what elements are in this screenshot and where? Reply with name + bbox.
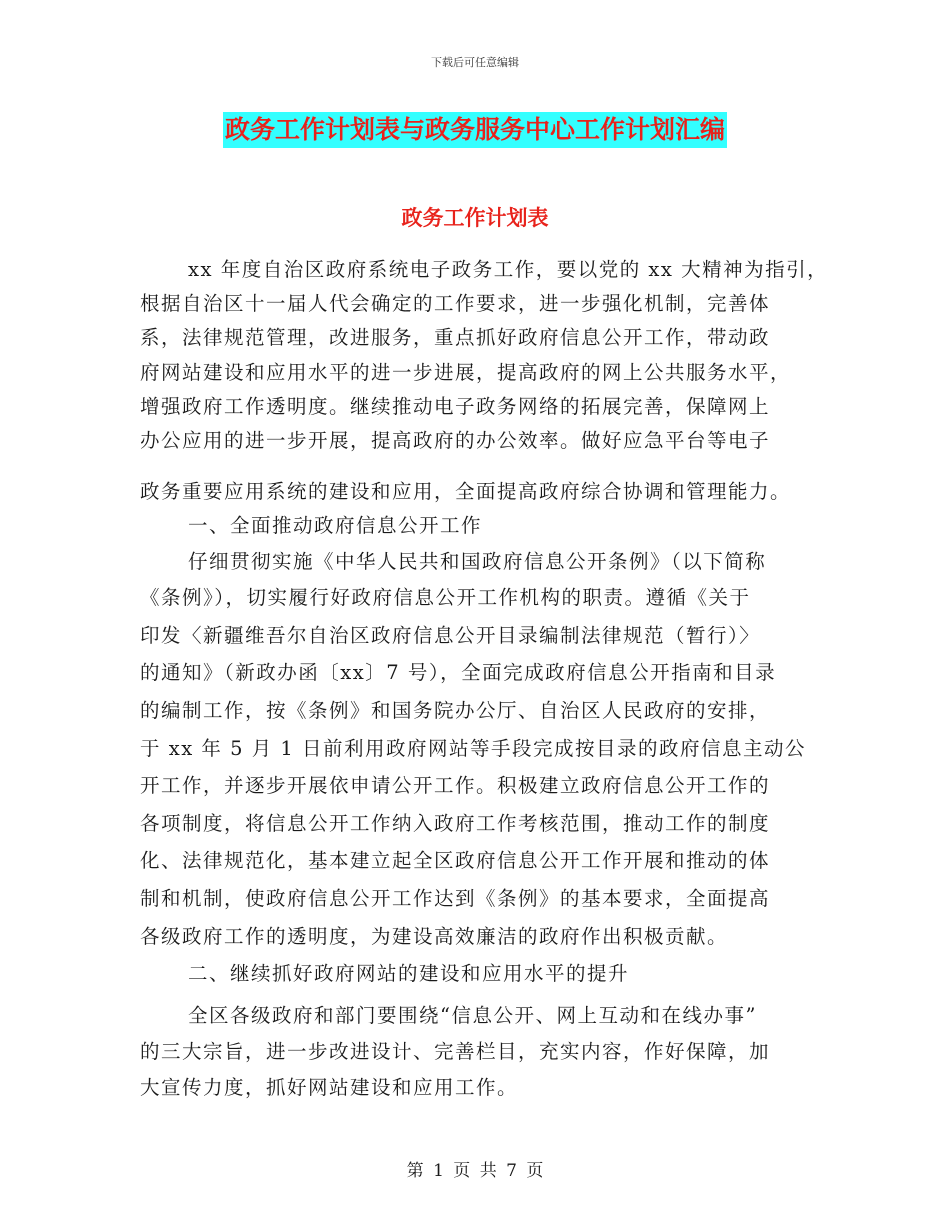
- paragraph-line: 于 xx 年 5 月 1 日前利用政府网站等手段完成按目录的政府信息主动公: [140, 737, 806, 760]
- paragraph-line: 开工作，并逐步开展依申请公开工作。积极建立政府信息公开工作的: [140, 774, 771, 797]
- paragraph-line: 大宣传力度，抓好网站建设和应用工作。: [140, 1076, 519, 1099]
- paragraph-line: 政务重要应用系统的建设和应用，全面提高政府综合协调和管理能力。: [140, 480, 792, 503]
- document-title-text: 政务工作计划表与政务服务中心工作计划汇编: [223, 112, 727, 148]
- paragraph-line: 全区各级政府和部门要围绕“信息公开、网上互动和在线办事”: [188, 1004, 757, 1027]
- paragraph-line: 《条例》），切实履行好政府信息公开工作机构的职责。遵循《关于: [140, 586, 751, 609]
- document-title: [0, 112, 950, 148]
- paragraph-line: xx 年度自治区政府系统电子政务工作，要以党的 xx 大精神为指引，: [188, 258, 829, 281]
- section-heading-1: 一、全面推动政府信息公开工作: [188, 514, 483, 537]
- section-title: 政务工作计划表: [401, 206, 549, 230]
- paragraph-line: 增强政府工作透明度。继续推动电子政务网络的拓展完善，保障网上: [140, 395, 771, 418]
- paragraph-line: 印发〈新疆维吾尔自治区政府信息公开目录编制法律规范（暂行）〉: [140, 624, 761, 647]
- paragraph-line: 的三大宗旨，进一步改进设计、完善栏目，充实内容，作好保障，加: [140, 1040, 771, 1063]
- paragraph-line: 的编制工作，按《条例》和国务院办公厅、自治区人民政府的安排，: [140, 699, 771, 722]
- paragraph-line: 的通知》（新政办函〔xx〕7 号），全面完成政府信息公开指南和目录: [140, 661, 777, 684]
- paragraph-line: 各级政府工作的透明度，为建设高效廉洁的政府作出积极贡献。: [140, 925, 729, 948]
- paragraph-line: 府网站建设和应用水平的进一步进展，提高政府的网上公共服务水平，: [140, 361, 792, 384]
- paragraph-line: 制和机制，使政府信息公开工作达到《条例》的基本要求，全面提高: [140, 887, 771, 910]
- paragraph-line: 系，法律规范管理，改进服务，重点抓好政府信息公开工作，带动政: [140, 326, 771, 349]
- paragraph-line: 各项制度，将信息公开工作纳入政府工作考核范围，推动工作的制度: [140, 812, 771, 835]
- section-heading-2: 二、继续抓好政府网站的建设和应用水平的提升: [188, 962, 630, 985]
- header-note: 下载后可任意编辑: [431, 56, 519, 69]
- page-footer: 第 1 页 共 7 页: [406, 1161, 544, 1181]
- paragraph-line: 根据自治区十一届人代会确定的工作要求，进一步强化机制，完善体: [140, 292, 771, 315]
- paragraph-line: 办公应用的进一步开展，提高政府的办公效率。做好应急平台等电子: [140, 429, 771, 452]
- paragraph-line: 化、法律规范化，基本建立起全区政府信息公开工作开展和推动的体: [140, 849, 771, 872]
- paragraph-line: 仔细贯彻实施《中华人民共和国政府信息公开条例》（以下简称: [188, 550, 767, 573]
